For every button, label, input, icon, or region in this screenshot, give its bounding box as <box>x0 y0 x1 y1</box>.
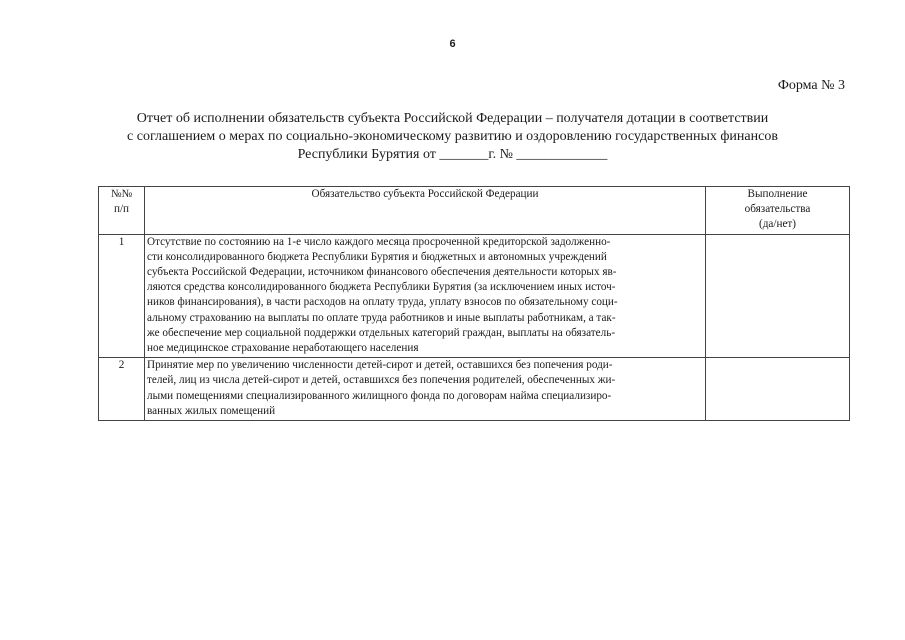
title-line: Республики Бурятия от _______г. № _____________ <box>297 147 608 162</box>
obligation-line: ванных жилых помещений <box>147 404 276 417</box>
row-completion <box>706 234 850 358</box>
header-completion-line: обязательства <box>744 203 811 216</box>
header-completion <box>706 187 850 235</box>
header-number-line: №№ <box>110 188 133 200</box>
document-title <box>60 110 845 164</box>
table-row <box>99 234 850 358</box>
header-completion-line: (да/нет) <box>758 218 797 231</box>
obligation-line: альному страхованию на выплаты по оплате труда работников и иные выплаты работникам, а так- <box>147 311 616 324</box>
header-number <box>99 187 145 235</box>
title-line: Отчет об исполнении обязательств субъекта Российской Федерации – получателя дотации в соответствии <box>136 111 769 126</box>
header-number-line: п/п <box>113 203 130 216</box>
table-header-row <box>99 187 850 235</box>
obligation-line: Принятие мер по увеличению численности детей-сирот и детей, оставшихся без попечения роди- <box>147 359 613 372</box>
obligation-line: лыми помещениями специализированного жилищного фонда по договорам найма специализиро- <box>147 389 612 402</box>
obligation-line: Отсутствие по состоянию на 1-е число каждого месяца просроченной кредиторской задолженно- <box>147 235 611 248</box>
obligation-line: ляются средства консолидированного бюджета Республики Бурятия (за исключением иных источ- <box>147 281 616 294</box>
obligation-line: же обеспечение мер социальной поддержки отдельных категорий граждан, выплаты на обязатель- <box>147 326 616 339</box>
row-obligation <box>145 234 706 358</box>
page-number: 6 <box>449 38 456 50</box>
obligation-line: телей, лиц из числа детей-сирот и детей, оставшихся без попечения родителей, обеспеченных жи- <box>147 374 616 387</box>
obligation-line: сти консолидированного бюджета Республики Бурятия и бюджетных и автономных учреждений <box>147 250 607 263</box>
table-row <box>99 358 850 421</box>
form-number: Форма № 3 <box>777 78 845 93</box>
header-completion-line: Выполнение <box>747 188 808 200</box>
row-number: 1 <box>99 234 145 358</box>
obligation-line: ников финансирования), в части расходов на оплату труда, уплату взносов по обязательному соци- <box>147 296 618 309</box>
obligation-line: субъекта Российской Федерации, источником финансового обеспечения деятельности которых яв- <box>147 266 617 279</box>
obligation-line: ное медицинское страхование неработающего населения <box>147 342 419 355</box>
row-obligation <box>145 358 706 421</box>
row-number: 2 <box>99 358 145 421</box>
header-obligation: Обязательство субъекта Российской Федерации <box>145 187 706 235</box>
row-completion <box>706 358 850 421</box>
obligations-table <box>98 186 850 421</box>
title-line: с соглашением о мерах по социально-экономическому развитию и оздоровлению государственных финансов <box>127 129 778 144</box>
